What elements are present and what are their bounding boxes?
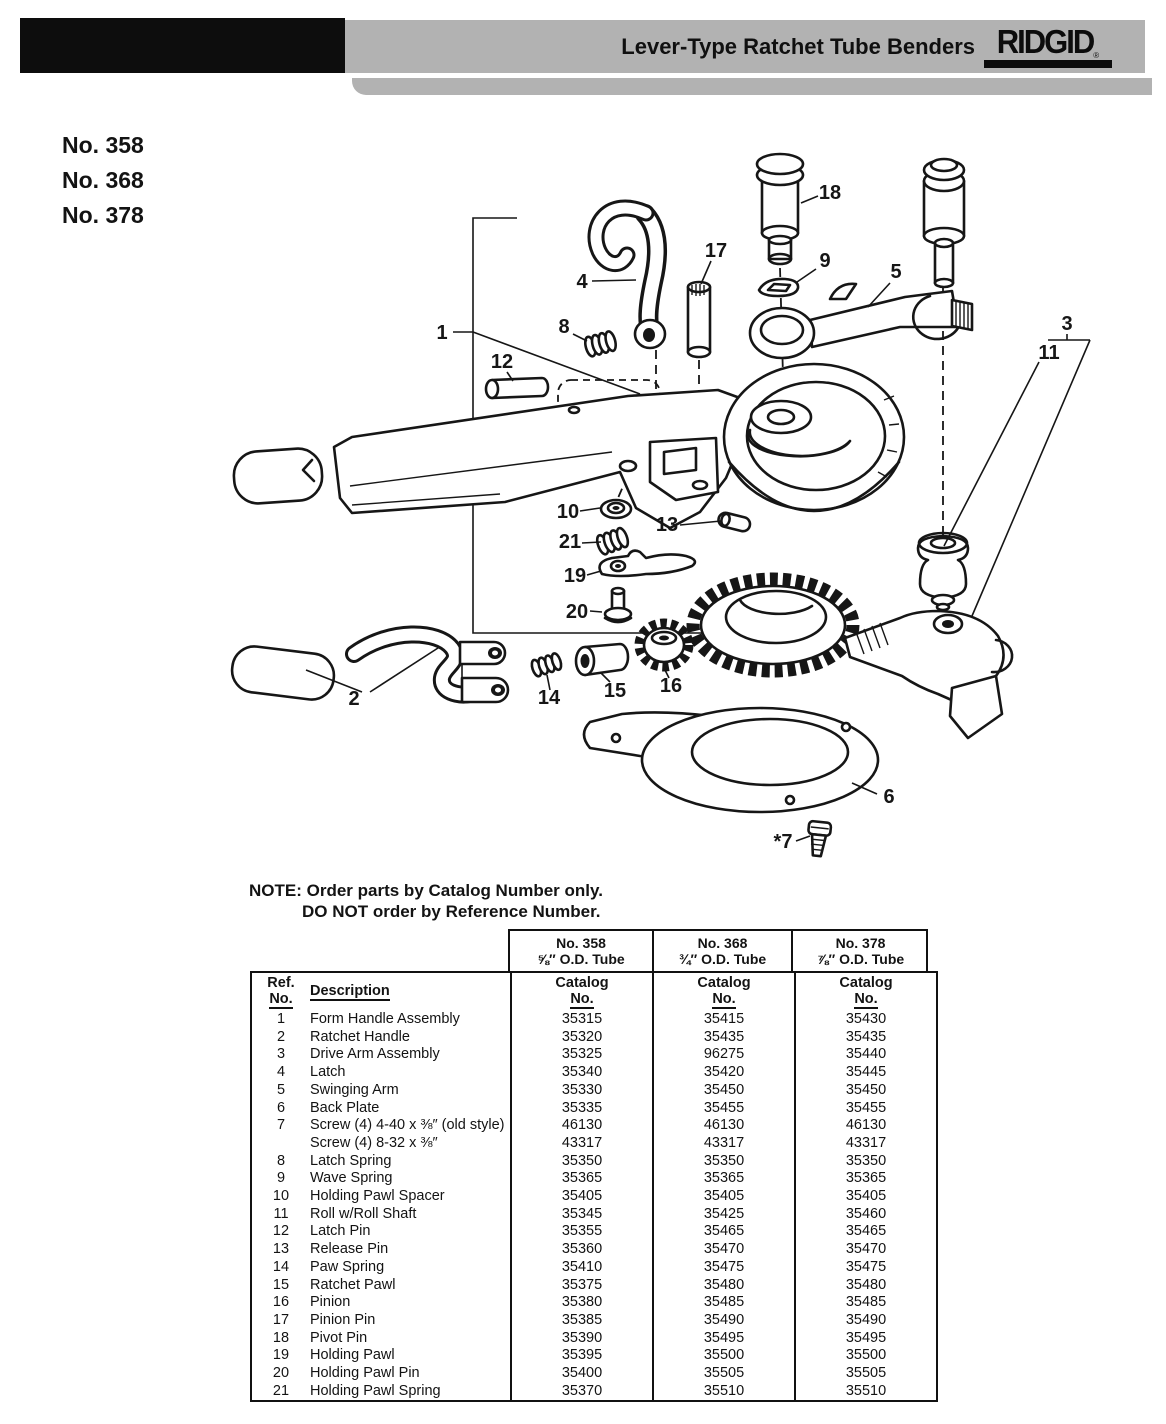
catalog-358-cell: 35410 bbox=[511, 1259, 653, 1277]
catalog-368-cell: 35450 bbox=[653, 1082, 795, 1100]
catalog-368-cell: 35485 bbox=[653, 1294, 795, 1312]
catalog-358-cell: 35345 bbox=[511, 1206, 653, 1224]
catalog-no-label: No. bbox=[854, 991, 878, 1007]
table-row bbox=[251, 1294, 937, 1312]
registered-mark: ® bbox=[1093, 51, 1100, 60]
description-cell: Wave Spring bbox=[310, 1170, 393, 1187]
table-row bbox=[251, 1365, 937, 1383]
catalog-378-cell: 35405 bbox=[795, 1188, 937, 1206]
description-cell: Drive Arm Assembly bbox=[310, 1046, 440, 1063]
callout-16: 16 bbox=[659, 675, 683, 697]
parts-table bbox=[250, 971, 938, 1402]
description-cell: Latch Pin bbox=[310, 1223, 371, 1240]
catalog-358-cell: 35315 bbox=[511, 1011, 653, 1029]
catalog-header-368 bbox=[653, 972, 795, 1011]
catalog-358-cell: 35335 bbox=[511, 1100, 653, 1118]
catalog-358-cell: 35340 bbox=[511, 1064, 653, 1082]
catalog-358-cell: 35330 bbox=[511, 1082, 653, 1100]
header-band-secondary bbox=[352, 78, 1152, 95]
ref-cell: 1 bbox=[276, 1011, 286, 1027]
catalog-368-cell: 35475 bbox=[653, 1259, 795, 1277]
model-line-2: No. 368 bbox=[62, 167, 144, 193]
catalog-368-cell: 35510 bbox=[653, 1383, 795, 1402]
model-line-1: No. 358 bbox=[62, 132, 144, 158]
callout-7: *7 bbox=[773, 831, 793, 853]
catalog-368-cell: 35480 bbox=[653, 1277, 795, 1295]
catalog-368-cell: 35465 bbox=[653, 1223, 795, 1241]
ref-cell: 16 bbox=[272, 1294, 290, 1311]
callout-21: 21 bbox=[558, 531, 582, 553]
catalog-368-cell: 35505 bbox=[653, 1365, 795, 1383]
paw-spring bbox=[530, 652, 563, 677]
callout-12: 12 bbox=[490, 351, 514, 373]
pinion bbox=[639, 623, 689, 667]
description-cell: Release Pin bbox=[310, 1241, 389, 1258]
description-cell: Screw (4) 4-40 x ⅜″ (old style) bbox=[310, 1117, 505, 1134]
table-row bbox=[251, 1223, 937, 1241]
callout-3: 3 bbox=[1061, 313, 1073, 335]
latch-pin bbox=[486, 378, 548, 398]
callout-11: 11 bbox=[1038, 342, 1060, 364]
description-cell: Latch Spring bbox=[310, 1152, 392, 1169]
catalog-368-cell: 35455 bbox=[653, 1100, 795, 1118]
catalog-378-cell: 35365 bbox=[795, 1170, 937, 1188]
catalog-378-cell: 35430 bbox=[795, 1011, 937, 1029]
description-cell: Holding Pawl Pin bbox=[310, 1365, 420, 1382]
ref-cell: 4 bbox=[276, 1064, 286, 1081]
ref-cell: 12 bbox=[272, 1223, 290, 1240]
ref-cell: 21 bbox=[272, 1382, 290, 1399]
exploded-diagram bbox=[0, 140, 1166, 875]
catalog-358-cell: 35380 bbox=[511, 1294, 653, 1312]
order-note bbox=[249, 880, 603, 922]
model-378-tube: ⅞″ O.D. Tube bbox=[816, 951, 905, 967]
table-row bbox=[251, 1082, 937, 1100]
model-358-tube: ⅝″ O.D. Tube bbox=[537, 951, 625, 967]
catalog-378-cell: 35485 bbox=[795, 1294, 937, 1312]
description-cell: Pivot Pin bbox=[310, 1329, 368, 1346]
ref-cell: 19 bbox=[272, 1347, 290, 1364]
catalog-no-label: No. bbox=[712, 991, 736, 1007]
holding-pawl-pin bbox=[605, 588, 631, 622]
catalog-368-cell: 35405 bbox=[653, 1188, 795, 1206]
description-cell: Holding Pawl Spacer bbox=[310, 1188, 445, 1205]
catalog-358-cell: 35370 bbox=[511, 1383, 653, 1402]
note-line-2: DO NOT order by Reference Number. bbox=[302, 902, 601, 921]
drive-gear bbox=[693, 579, 853, 671]
catalog-358-cell: 35400 bbox=[511, 1365, 653, 1383]
description-cell: Holding Pawl Spring bbox=[310, 1382, 441, 1399]
callout-5: 5 bbox=[890, 261, 902, 283]
description-cell: Back Plate bbox=[310, 1099, 380, 1116]
callout-20: 20 bbox=[565, 601, 589, 623]
ref-header-line1: Ref. bbox=[267, 975, 295, 991]
model-line-3: No. 378 bbox=[62, 202, 144, 228]
catalog-358-cell: 35405 bbox=[511, 1188, 653, 1206]
roll-shaft bbox=[924, 159, 964, 287]
catalog-368-cell: 96275 bbox=[653, 1046, 795, 1064]
model-col-378 bbox=[791, 931, 928, 971]
table-row bbox=[251, 1206, 937, 1224]
ref-cell bbox=[251, 1135, 310, 1153]
roll bbox=[918, 533, 968, 610]
catalog-378-cell: 35510 bbox=[795, 1383, 937, 1402]
catalog-label: Catalog bbox=[555, 975, 609, 991]
ref-cell: 13 bbox=[272, 1241, 290, 1258]
catalog-358-cell: 46130 bbox=[511, 1117, 653, 1135]
holding-pawl bbox=[600, 551, 695, 576]
ref-cell: 17 bbox=[272, 1311, 290, 1328]
description-cell: Roll w/Roll Shaft bbox=[310, 1205, 417, 1222]
catalog-378-cell: 35505 bbox=[795, 1365, 937, 1383]
table-row bbox=[251, 1135, 937, 1153]
description-cell: Ratchet Handle bbox=[310, 1028, 410, 1045]
catalog-no-label: No. bbox=[570, 991, 594, 1007]
catalog-378-cell: 35450 bbox=[795, 1082, 937, 1100]
header-black-block bbox=[20, 18, 345, 73]
model-368-label: No. 368 bbox=[697, 935, 748, 951]
pivot-pin bbox=[757, 154, 803, 264]
catalog-label: Catalog bbox=[839, 975, 893, 991]
pinion-pin bbox=[688, 282, 710, 357]
note-label: NOTE: bbox=[249, 881, 302, 900]
table-row bbox=[251, 1153, 937, 1171]
description-cell: Latch bbox=[310, 1064, 346, 1081]
table-row bbox=[251, 1277, 937, 1295]
catalog-378-cell: 35475 bbox=[795, 1259, 937, 1277]
callout-8: 8 bbox=[558, 316, 570, 338]
callout-6: 6 bbox=[883, 786, 895, 808]
ref-cell: 2 bbox=[276, 1028, 286, 1045]
catalog-header-358 bbox=[511, 972, 653, 1011]
page-title: Lever-Type Ratchet Tube Benders bbox=[621, 34, 975, 59]
description-cell: Pinion Pin bbox=[310, 1311, 376, 1328]
catalog-378-cell: 35470 bbox=[795, 1241, 937, 1259]
ref-cell: 20 bbox=[272, 1365, 290, 1382]
catalog-368-cell: 35500 bbox=[653, 1347, 795, 1365]
catalog-358-cell: 35365 bbox=[511, 1170, 653, 1188]
model-378-label: No. 378 bbox=[835, 935, 886, 951]
catalog-378-cell: 35490 bbox=[795, 1312, 937, 1330]
drive-arm bbox=[845, 611, 1012, 738]
model-368-tube: ¾″ O.D. Tube bbox=[678, 951, 767, 967]
table-row bbox=[251, 1312, 937, 1330]
callout-10: 10 bbox=[556, 501, 580, 523]
callout-17: 17 bbox=[704, 240, 728, 262]
latch bbox=[596, 208, 665, 348]
catalog-378-cell: 35460 bbox=[795, 1206, 937, 1224]
ref-cell: 7 bbox=[276, 1117, 286, 1134]
catalog-378-cell: 35350 bbox=[795, 1153, 937, 1171]
description-cell: Pinion bbox=[310, 1294, 351, 1311]
catalog-358-cell: 35325 bbox=[511, 1046, 653, 1064]
ref-no-header bbox=[251, 972, 310, 1011]
catalog-358-cell: 35355 bbox=[511, 1223, 653, 1241]
model-col-368 bbox=[652, 931, 791, 971]
catalog-378-cell: 35440 bbox=[795, 1046, 937, 1064]
catalog-358-cell: 35395 bbox=[511, 1347, 653, 1365]
catalog-378-cell: 35495 bbox=[795, 1330, 937, 1348]
table-row bbox=[251, 1383, 937, 1402]
catalog-368-cell: 35495 bbox=[653, 1330, 795, 1348]
model-358-label: No. 358 bbox=[556, 935, 606, 951]
catalog-358-cell: 35350 bbox=[511, 1153, 653, 1171]
table-row bbox=[251, 1029, 937, 1047]
note-line-1: Order parts by Catalog Number only. bbox=[306, 881, 603, 900]
holding-pawl-spring bbox=[595, 527, 630, 556]
ratchet-pawl bbox=[576, 644, 628, 675]
ref-cell: 3 bbox=[276, 1046, 286, 1063]
table-row bbox=[251, 1259, 937, 1277]
bender-form-head bbox=[724, 364, 904, 511]
callout-14: 14 bbox=[537, 687, 561, 709]
ref-cell: 8 bbox=[276, 1152, 286, 1169]
holding-pawl-spacer bbox=[601, 500, 631, 518]
catalog-368-cell: 35490 bbox=[653, 1312, 795, 1330]
catalog-label: Catalog bbox=[697, 975, 751, 991]
ref-cell: 10 bbox=[272, 1188, 290, 1205]
catalog-368-cell: 35415 bbox=[653, 1011, 795, 1029]
catalog-358-cell: 35320 bbox=[511, 1029, 653, 1047]
description-cell: Swinging Arm bbox=[310, 1081, 399, 1098]
catalog-358-cell: 35360 bbox=[511, 1241, 653, 1259]
catalog-378-cell: 35500 bbox=[795, 1347, 937, 1365]
ref-cell: 15 bbox=[272, 1276, 290, 1293]
wave-spring bbox=[759, 279, 798, 296]
catalog-378-cell: 35465 bbox=[795, 1223, 937, 1241]
table-row bbox=[251, 1046, 937, 1064]
ref-cell: 14 bbox=[272, 1258, 290, 1275]
catalog-378-cell: 35435 bbox=[795, 1029, 937, 1047]
catalog-368-cell: 35350 bbox=[653, 1153, 795, 1171]
catalog-368-cell: 46130 bbox=[653, 1117, 795, 1135]
description-header bbox=[310, 972, 511, 1011]
catalog-368-cell: 35425 bbox=[653, 1206, 795, 1224]
description-cell: Screw (4) 8-32 x ⅜″ bbox=[310, 1134, 438, 1151]
callout-1: 1 bbox=[436, 322, 448, 344]
latch-spring bbox=[583, 330, 617, 357]
ref-header-line2: No. bbox=[269, 991, 293, 1007]
table-row bbox=[251, 1347, 937, 1365]
release-pin bbox=[717, 511, 751, 532]
catalog-358-cell: 35385 bbox=[511, 1312, 653, 1330]
brand-wordmark: RIDGID bbox=[996, 22, 1094, 61]
callout-9: 9 bbox=[819, 250, 831, 272]
catalog-368-cell: 43317 bbox=[653, 1135, 795, 1153]
callout-2: 2 bbox=[348, 688, 360, 710]
catalog-models-header bbox=[508, 929, 928, 971]
table-row bbox=[251, 1241, 937, 1259]
catalog-378-cell: 43317 bbox=[795, 1135, 937, 1153]
ref-cell: 11 bbox=[273, 1205, 289, 1222]
description-cell: Ratchet Pawl bbox=[310, 1276, 396, 1293]
catalog-header-378 bbox=[795, 972, 937, 1011]
ref-cell: 5 bbox=[276, 1081, 286, 1098]
ref-cell: 6 bbox=[276, 1099, 286, 1116]
description-header-label: Description bbox=[310, 983, 390, 999]
catalog-368-cell: 35470 bbox=[653, 1241, 795, 1259]
catalog-368-cell: 35435 bbox=[653, 1029, 795, 1047]
parts-table-header-row bbox=[251, 972, 937, 1011]
parts-table-body bbox=[251, 1011, 937, 1401]
model-col-358 bbox=[510, 931, 652, 971]
description-cell: Paw Spring bbox=[310, 1258, 385, 1275]
table-row bbox=[251, 1011, 937, 1029]
table-row bbox=[251, 1100, 937, 1118]
catalog-358-cell: 35375 bbox=[511, 1277, 653, 1295]
table-row bbox=[251, 1188, 937, 1206]
table-row bbox=[251, 1170, 937, 1188]
callout-13: 13 bbox=[655, 514, 679, 536]
ref-cell: 18 bbox=[272, 1329, 290, 1346]
table-row bbox=[251, 1064, 937, 1082]
ratchet-handle bbox=[230, 634, 508, 702]
catalog-378-cell: 35445 bbox=[795, 1064, 937, 1082]
table-row bbox=[251, 1117, 937, 1135]
description-cell: Form Handle Assembly bbox=[310, 1011, 460, 1027]
catalog-378-cell: 35480 bbox=[795, 1277, 937, 1295]
ref-cell: 9 bbox=[276, 1170, 286, 1187]
table-row bbox=[251, 1330, 937, 1348]
catalog-378-cell: 35455 bbox=[795, 1100, 937, 1118]
catalog-358-cell: 43317 bbox=[511, 1135, 653, 1153]
catalog-368-cell: 35365 bbox=[653, 1170, 795, 1188]
ridgid-logo bbox=[984, 24, 1112, 68]
callout-18: 18 bbox=[818, 182, 842, 204]
callout-15: 15 bbox=[603, 680, 627, 702]
header-band bbox=[345, 20, 1145, 73]
catalog-358-cell: 35390 bbox=[511, 1330, 653, 1348]
catalog-368-cell: 35420 bbox=[653, 1064, 795, 1082]
callout-4: 4 bbox=[576, 271, 588, 293]
description-cell: Holding Pawl bbox=[310, 1347, 395, 1364]
back-plate-screw bbox=[806, 821, 831, 857]
callout-19: 19 bbox=[563, 565, 587, 587]
catalog-378-cell: 46130 bbox=[795, 1117, 937, 1135]
back-plate bbox=[584, 708, 878, 812]
